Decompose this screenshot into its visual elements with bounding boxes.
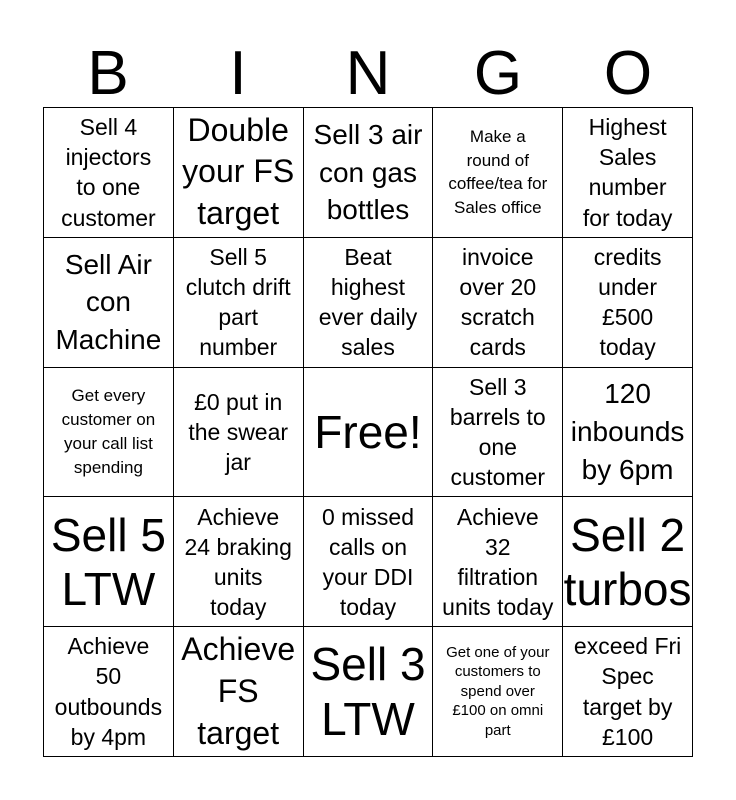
bingo-cell-text: 0 missed calls on your DDI today — [321, 503, 415, 620]
header-letter-n: N — [345, 39, 391, 108]
bingo-cell[interactable] — [174, 108, 304, 238]
bingo-cell[interactable] — [174, 238, 304, 368]
bingo-cell[interactable] — [44, 497, 174, 627]
bingo-cell[interactable] — [304, 627, 434, 757]
bingo-cell-text: Sell 2 turbos — [563, 508, 692, 615]
bingo-cell-text: Double your FS target — [182, 111, 295, 232]
header-letter-g: G — [473, 39, 523, 108]
bingo-cell-text: Sell 4 injectors to one customer — [61, 114, 156, 231]
bingo-cell[interactable] — [174, 627, 304, 757]
bingo-cell-text: Get one of your customers to spend over £100 on omni part — [446, 643, 550, 739]
free-space-label: Free! — [314, 405, 422, 458]
bingo-cell-text: Sell 3 LTW — [310, 638, 426, 745]
bingo-cell-text: Get every customer on your call list spending — [61, 386, 156, 477]
bingo-cell[interactable] — [44, 368, 174, 498]
bingo-cell[interactable] — [174, 497, 304, 627]
bingo-cell[interactable] — [44, 108, 174, 238]
bingo-cell[interactable] — [563, 368, 693, 498]
bingo-cell[interactable] — [44, 238, 174, 368]
bingo-cell-text: credits under £500 today — [593, 243, 662, 361]
bingo-cell[interactable] — [304, 497, 434, 627]
bingo-cell[interactable] — [433, 368, 563, 498]
bingo-cell[interactable] — [433, 627, 563, 757]
bingo-cell-text: Sell 5 LTW — [50, 508, 166, 615]
bingo-cell[interactable] — [304, 108, 434, 238]
bingo-cell-free[interactable] — [304, 368, 434, 498]
bingo-cell-text: Achieve FS target — [181, 630, 296, 751]
bingo-cell-text: Sell 3 barrels to one customer — [449, 373, 546, 491]
bingo-cell[interactable] — [433, 108, 563, 238]
bingo-cell-text: Achieve 32 filtration units today — [442, 503, 554, 620]
bingo-cell[interactable] — [563, 497, 693, 627]
bingo-cell-text: Highest Sales number for today — [582, 114, 673, 231]
bingo-cell[interactable] — [433, 497, 563, 627]
bingo-cell-text: Make a round of coffee/tea for Sales office — [448, 126, 548, 218]
bingo-cell-text: Sell 5 clutch drift part number — [185, 243, 291, 361]
bingo-cell[interactable] — [174, 368, 304, 498]
bingo-cell-text: exceed Fri Spec target by £100 — [573, 633, 682, 750]
bingo-cell-text: £0 put in the swear jar — [188, 388, 289, 476]
bingo-cell-text: invoice over 20 scratch cards — [459, 243, 537, 361]
header-letter-o: O — [603, 39, 653, 108]
bingo-cell[interactable] — [563, 238, 693, 368]
bingo-cell[interactable] — [563, 627, 693, 757]
bingo-cell-text: Achieve 24 braking units today — [184, 503, 292, 620]
bingo-header — [43, 39, 693, 108]
bingo-cell[interactable] — [44, 627, 174, 757]
header-letter-b: B — [87, 39, 129, 108]
bingo-cell-text: Sell 3 air con gas bottles — [313, 118, 423, 226]
bingo-cell-text: Sell Air con Machine — [55, 248, 162, 356]
bingo-cell-text: 120 inbounds by 6pm — [570, 378, 685, 485]
bingo-cell[interactable] — [304, 238, 434, 368]
bingo-cell[interactable] — [433, 238, 563, 368]
bingo-card-grid — [43, 107, 693, 757]
bingo-cell[interactable] — [563, 108, 693, 238]
bingo-cell-text: Beat highest ever daily sales — [318, 243, 418, 361]
header-letter-i: I — [229, 39, 247, 108]
bingo-cell-text: Achieve 50 outbounds by 4pm — [54, 633, 163, 750]
